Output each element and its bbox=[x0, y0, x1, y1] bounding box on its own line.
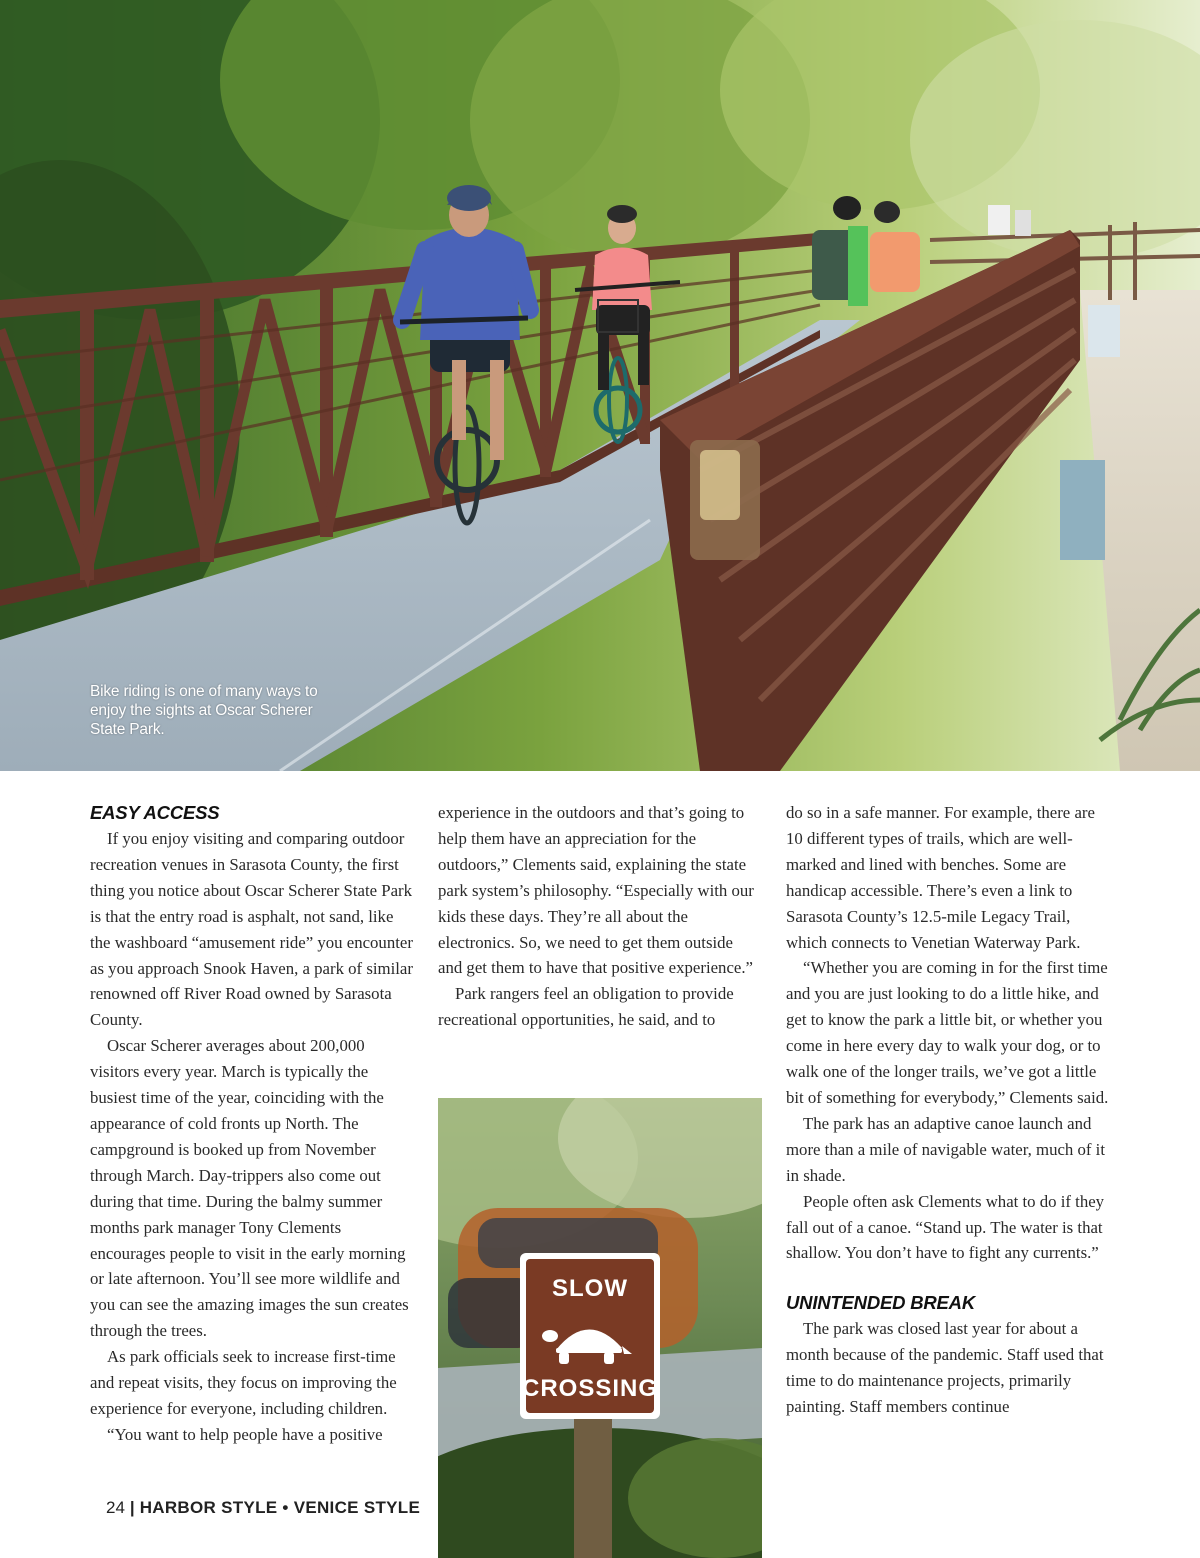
article-column-1 bbox=[90, 800, 416, 1448]
bridge-cyclists-illustration bbox=[0, 0, 1200, 771]
body-paragraph: If you enjoy visiting and comparing outdoor recreation venues in Sarasota County, the first thing you notice about Oscar Scherer State Park is that the entry road is asphalt, not sand, like the washboard “amusement ride” you encounter as you approach Snook Haven, a park of similar renowned off River Road owned by Sarasota County. bbox=[90, 829, 413, 1030]
photo-caption: Bike riding is one of many ways to enjoy the sights at Oscar Scherer State Park. bbox=[90, 683, 318, 738]
body-paragraph: The park was closed last year for about a month because of the pandemic. Staff used that time to do maintenance projects, primarily painting. Staff members continue bbox=[786, 1319, 1104, 1417]
slow-crossing-sign-photo bbox=[438, 1098, 762, 1558]
body-paragraph: Oscar Scherer averages about 200,000 visitors every year. March is typically the busiest time of the year, coinciding with the appearance of cold fronts up North. The campground is booked up from November through March. Day-trippers also come out during that time. During the balmy summer months park manager Tony Clements encourages people to visit in the early morning or late afternoon. You’ll see more wildlife and you can see the amazing images the sun creates through the trees. bbox=[90, 1036, 409, 1341]
footer-separator: | bbox=[129, 1498, 135, 1517]
sign-text-crossing: CROSSING bbox=[521, 1375, 659, 1402]
body-paragraph: People often ask Clements what to do if they fall out of a canoe. “Stand up. The water is that shallow. You don’t have to fight any currents.” bbox=[786, 1191, 1105, 1263]
article-column-2 bbox=[438, 800, 760, 1033]
sign-text-slow: SLOW bbox=[552, 1275, 628, 1302]
magazine-name: HARBOR STYLE • VENICE STYLE bbox=[139, 1498, 421, 1517]
page-number: 24 bbox=[106, 1498, 125, 1517]
body-paragraph: do so in a safe manner. For example, there are 10 different types of trails, which are well-marked and lined with benches. Some are handicap accessible. There’s even a link to Sarasota County’s 12.5-mile Legacy Trail, which connects to Venetian Waterway Park. bbox=[786, 803, 1095, 952]
sign-photo-illustration bbox=[438, 1098, 762, 1558]
body-paragraph: “Whether you are coming in for the first time and you are just looking to do a little hike, and get to know the park a little bit, or whether you come in here every day to walk your dog, or to walk one of the longer trails, we’ve got a little bit of something for everybody,” Clements said. bbox=[786, 958, 1109, 1107]
hero-photo bbox=[0, 0, 1200, 771]
article-column-3 bbox=[786, 800, 1112, 1420]
body-paragraph: Park rangers feel an obligation to provide recreational opportunities, he said, and to bbox=[438, 984, 734, 1030]
body-paragraph: As park officials seek to increase first-time and repeat visits, they focus on improving the experience for everyone, including children. bbox=[90, 1347, 397, 1418]
body-paragraph: The park has an adaptive canoe launch and more than a mile of navigable water, much of it in shade. bbox=[786, 1113, 1105, 1185]
section-heading-easy-access: EASY ACCESS bbox=[90, 802, 220, 823]
body-paragraph: “You want to help people have a positive bbox=[107, 1424, 383, 1444]
page-footer bbox=[106, 1496, 420, 1520]
body-paragraph: experience in the outdoors and that’s going to help them have an appreciation for the outdoors,” Clements said, explaining the state park system’s philosophy. “Especially with our kids these days. They’re all about the electronics. So, we need to get them outside and get them to have that positive experience.” bbox=[438, 803, 754, 978]
section-heading-unintended-break: UNINTENDED BREAK bbox=[786, 1292, 975, 1314]
